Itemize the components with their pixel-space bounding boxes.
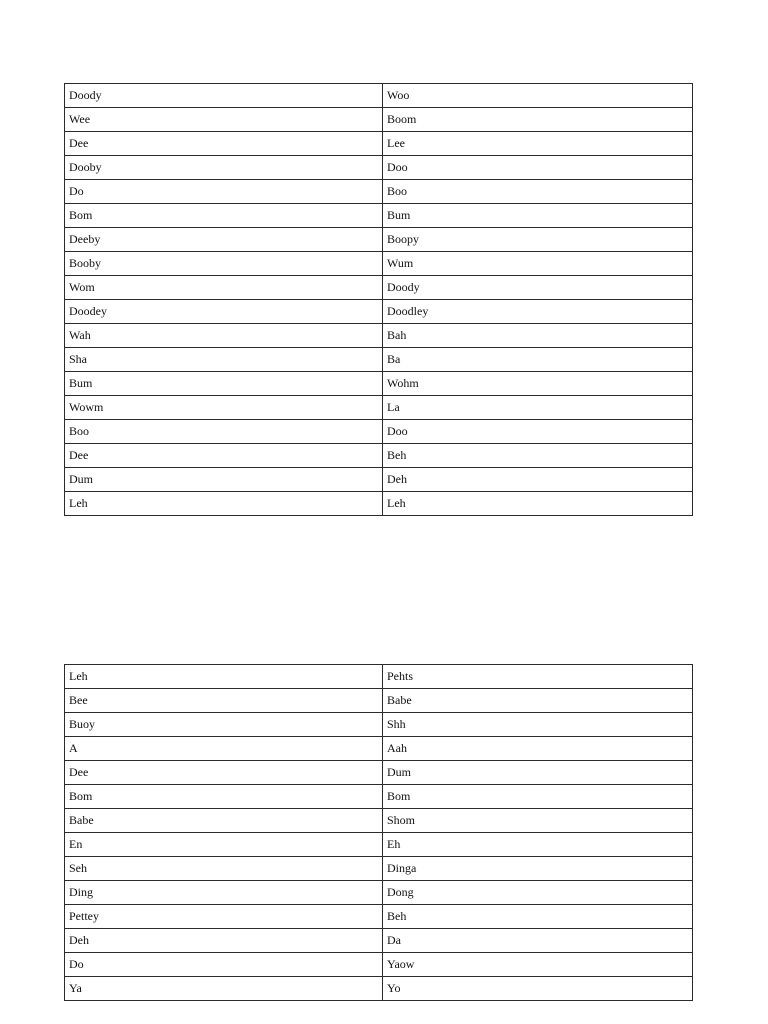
table-body: [65, 665, 693, 1001]
syllable-table-1: [64, 83, 693, 516]
table-row: [65, 785, 693, 809]
table-cell-right: Bah: [383, 324, 693, 348]
table-row: [65, 276, 693, 300]
table-row: [65, 444, 693, 468]
table-cell-right: Dong: [383, 881, 693, 905]
table-cell-right: Woo: [383, 84, 693, 108]
table-cell-right: Boopy: [383, 228, 693, 252]
table-cell-left: En: [65, 833, 383, 857]
table-cell-left: Dee: [65, 132, 383, 156]
table-row: [65, 420, 693, 444]
table-cell-left: Bom: [65, 204, 383, 228]
table-cell-left: Wom: [65, 276, 383, 300]
table-cell-right: Boo: [383, 180, 693, 204]
table-cell-right: Eh: [383, 833, 693, 857]
table-row: [65, 713, 693, 737]
table-row: [65, 180, 693, 204]
table-cell-right: Doody: [383, 276, 693, 300]
table-cell-right: Doo: [383, 156, 693, 180]
table-cell-left: Buoy: [65, 713, 383, 737]
table-cell-left: Boo: [65, 420, 383, 444]
table-row: [65, 300, 693, 324]
table-row: [65, 881, 693, 905]
table-cell-left: Dee: [65, 444, 383, 468]
table-row: [65, 468, 693, 492]
table-body: [65, 84, 693, 516]
table-cell-right: Shom: [383, 809, 693, 833]
table-row: [65, 372, 693, 396]
table-row: [65, 228, 693, 252]
table-cell-right: Dum: [383, 761, 693, 785]
table-cell-right: Dinga: [383, 857, 693, 881]
table-cell-right: Wum: [383, 252, 693, 276]
table-cell-right: Shh: [383, 713, 693, 737]
table-row: [65, 977, 693, 1001]
syllable-table-2: [64, 664, 693, 1001]
table-row: [65, 108, 693, 132]
table-cell-right: Yaow: [383, 953, 693, 977]
table-cell-left: Pettey: [65, 905, 383, 929]
table-cell-left: Doody: [65, 84, 383, 108]
table-cell-right: Beh: [383, 444, 693, 468]
table-cell-right: Leh: [383, 492, 693, 516]
table-cell-right: La: [383, 396, 693, 420]
table-row: [65, 809, 693, 833]
table-cell-left: Do: [65, 953, 383, 977]
table-cell-right: Aah: [383, 737, 693, 761]
table-cell-right: Doo: [383, 420, 693, 444]
table-row: [65, 929, 693, 953]
table-cell-left: Ya: [65, 977, 383, 1001]
table-cell-left: Wah: [65, 324, 383, 348]
table-cell-right: Pehts: [383, 665, 693, 689]
table-cell-right: Yo: [383, 977, 693, 1001]
table-cell-right: Ba: [383, 348, 693, 372]
table-cell-left: Dooby: [65, 156, 383, 180]
table-row: [65, 156, 693, 180]
table-cell-left: Seh: [65, 857, 383, 881]
table-cell-left: Deeby: [65, 228, 383, 252]
table-cell-right: Da: [383, 929, 693, 953]
table-cell-left: Leh: [65, 492, 383, 516]
table-row: [65, 84, 693, 108]
table-cell-left: Wee: [65, 108, 383, 132]
table-row: [65, 348, 693, 372]
table-cell-left: Booby: [65, 252, 383, 276]
table-row: [65, 953, 693, 977]
table-cell-left: Dee: [65, 761, 383, 785]
table-row: [65, 324, 693, 348]
table-cell-right: Bum: [383, 204, 693, 228]
table-cell-left: Dum: [65, 468, 383, 492]
table-row: [65, 665, 693, 689]
table-cell-right: Boom: [383, 108, 693, 132]
table-cell-right: Beh: [383, 905, 693, 929]
table-cell-right: Bom: [383, 785, 693, 809]
table-cell-left: A: [65, 737, 383, 761]
table-cell-right: Lee: [383, 132, 693, 156]
table-row: [65, 252, 693, 276]
table-cell-right: Wohm: [383, 372, 693, 396]
table-row: [65, 689, 693, 713]
table-cell-left: Babe: [65, 809, 383, 833]
table-cell-right: Babe: [383, 689, 693, 713]
table-cell-left: Do: [65, 180, 383, 204]
table-cell-left: Bum: [65, 372, 383, 396]
table-cell-left: Wowm: [65, 396, 383, 420]
table-row: [65, 737, 693, 761]
table-row: [65, 857, 693, 881]
table-row: [65, 761, 693, 785]
table-cell-right: Deh: [383, 468, 693, 492]
table-cell-left: Bom: [65, 785, 383, 809]
table-row: [65, 204, 693, 228]
table-row: [65, 492, 693, 516]
table-cell-left: Bee: [65, 689, 383, 713]
table-row: [65, 833, 693, 857]
table-row: [65, 905, 693, 929]
table-cell-left: Leh: [65, 665, 383, 689]
table-cell-left: Ding: [65, 881, 383, 905]
table-cell-left: Doodey: [65, 300, 383, 324]
table-row: [65, 396, 693, 420]
table-cell-right: Doodley: [383, 300, 693, 324]
table-row: [65, 132, 693, 156]
table-cell-left: Sha: [65, 348, 383, 372]
table-cell-left: Deh: [65, 929, 383, 953]
